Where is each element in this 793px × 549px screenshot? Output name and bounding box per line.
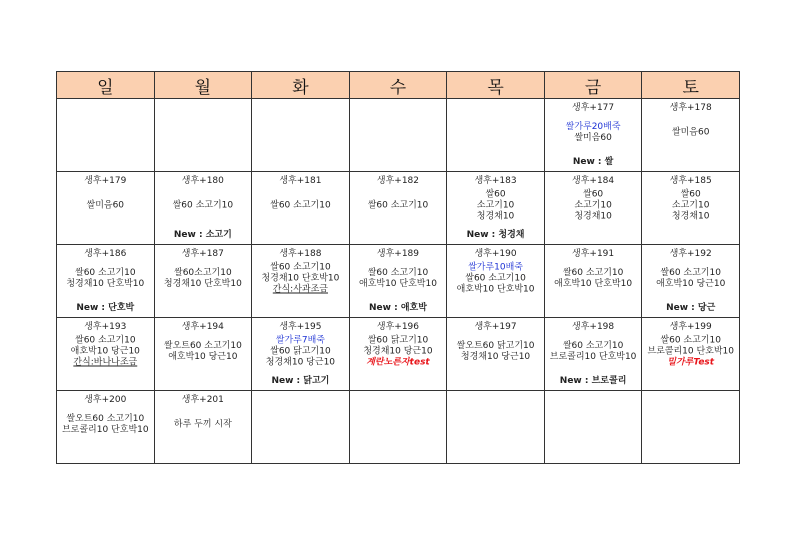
calendar-day-cell	[642, 172, 740, 245]
empty-calendar-cell	[642, 391, 740, 464]
meal-calendar-table	[56, 71, 740, 464]
day-content	[447, 172, 544, 244]
meal-line: 청경채10 당근10	[460, 352, 531, 362]
meal-line: 애호박10 당근10	[70, 346, 140, 357]
meal-line: 하루 두끼 시작	[173, 419, 232, 430]
calendar-week-row	[57, 172, 740, 245]
empty-calendar-cell	[57, 99, 155, 172]
day-label: 생후+182	[376, 176, 420, 186]
meal-list	[642, 190, 739, 223]
meal-line: 소고기10	[574, 200, 612, 211]
new-food-label: New : 소고기	[173, 230, 232, 240]
day-content	[447, 318, 544, 390]
meal-line: 쌀60 소고기10	[660, 268, 721, 278]
new-food-label: New : 청경채	[466, 230, 525, 240]
day-content	[155, 172, 252, 244]
meal-line: 쌀60	[680, 189, 701, 200]
day-content	[155, 318, 252, 390]
day-label: 생후+186	[84, 249, 127, 259]
calendar-day-cell	[57, 172, 155, 245]
weekday-header: 화	[252, 72, 350, 99]
calendar-day-cell	[57, 318, 155, 391]
meal-list	[57, 268, 154, 290]
empty-calendar-cell	[252, 99, 350, 172]
meal-line: 소고기10	[476, 200, 515, 211]
meal-line: 청경채10	[574, 211, 612, 222]
meal-list	[252, 201, 349, 212]
meal-line: 애호박10 단호박10	[554, 279, 633, 289]
day-label: 생후+180	[181, 176, 224, 186]
meal-line: 쌀60 소고기10	[562, 341, 624, 351]
meal-list	[545, 341, 642, 363]
day-content	[350, 245, 447, 317]
empty-calendar-cell	[447, 391, 545, 464]
meal-list	[545, 268, 642, 290]
empty-calendar-cell	[447, 99, 545, 172]
meal-line: 쌀60 소고기10	[270, 262, 331, 273]
new-food-label: New : 단호박	[76, 303, 135, 313]
meal-list	[57, 201, 154, 212]
weekday-header: 수	[349, 72, 447, 99]
meal-list	[57, 336, 154, 369]
calendar-week-row	[57, 99, 740, 172]
day-content	[57, 391, 154, 463]
meal-line: 쌀미음60	[671, 127, 710, 138]
calendar-week-row	[57, 391, 740, 464]
calendar-day-cell	[252, 172, 350, 245]
meal-line: 쌀60	[583, 189, 604, 200]
calendar-week-row	[57, 318, 740, 391]
meal-list	[447, 190, 544, 223]
meal-list	[350, 268, 447, 290]
day-label: 생후+195	[279, 322, 322, 332]
day-content	[57, 245, 154, 317]
meal-list	[545, 122, 642, 144]
day-label: 생후+179	[84, 176, 127, 186]
empty-calendar-cell	[349, 99, 447, 172]
meal-line: 쌀미음60	[86, 200, 125, 211]
meal-line: 소고기10	[671, 200, 710, 211]
meal-line: 청경채10	[476, 211, 515, 222]
meal-line: 애호박10 단호박10	[359, 279, 437, 289]
day-label: 생후+200	[84, 395, 127, 405]
meal-line: 쌀60 소고기10	[75, 335, 136, 346]
meal-line: 쌀오트60 닭고기10	[456, 341, 535, 351]
meal-line: 브로콜리10 단호박10	[549, 352, 637, 362]
calendar-day-cell	[544, 318, 642, 391]
day-content	[57, 172, 154, 244]
meal-line: 쌀오트60 소고기10	[66, 414, 145, 424]
day-content	[545, 245, 642, 317]
new-food-label: New : 브로콜리	[559, 376, 627, 386]
calendar-day-cell	[252, 318, 350, 391]
meal-line: 청경채10 당근10	[363, 346, 433, 357]
calendar-body	[57, 99, 740, 464]
meal-line: 쌀60 소고기10	[172, 200, 234, 211]
meal-list	[155, 268, 252, 290]
day-content	[252, 172, 349, 244]
day-label: 생후+194	[181, 322, 224, 332]
day-content	[642, 245, 739, 317]
day-label: 생후+187	[181, 249, 224, 259]
meal-line: 쌀미음60	[574, 133, 612, 143]
day-label: 생후+198	[572, 322, 615, 332]
meal-line: 쌀60 소고기10	[660, 335, 721, 346]
day-content	[155, 391, 252, 463]
meal-list	[447, 263, 544, 296]
calendar-day-cell	[642, 99, 740, 172]
meal-line: 쌀가루7배죽	[275, 335, 325, 346]
meal-line: 애호박10 당근10	[168, 352, 238, 362]
day-label: 생후+177	[572, 103, 615, 113]
calendar-day-cell	[544, 245, 642, 318]
meal-line: 쌀오트60 소고기10	[163, 341, 242, 351]
meal-line: 브로콜리10 단호박10	[61, 425, 149, 435]
weekday-header: 월	[154, 72, 252, 99]
day-content	[252, 245, 349, 317]
weekday-header: 토	[642, 72, 740, 99]
meal-list	[642, 268, 739, 290]
new-food-label: New : 닭고기	[271, 376, 330, 386]
day-label: 생후+183	[474, 176, 517, 186]
calendar-day-cell	[349, 318, 447, 391]
day-label: 생후+184	[572, 176, 615, 186]
weekday-header-row	[57, 72, 740, 99]
calendar-day-cell	[349, 245, 447, 318]
meal-line: 쌀60 소고기10	[465, 273, 526, 284]
calendar-day-cell	[642, 318, 740, 391]
day-label: 생후+190	[474, 249, 517, 259]
meal-line: 쌀60 소고기10	[75, 268, 136, 278]
calendar-day-cell	[154, 172, 252, 245]
meal-list	[447, 341, 544, 363]
meal-list	[252, 263, 349, 296]
empty-calendar-cell	[154, 99, 252, 172]
day-label: 생후+193	[84, 322, 127, 332]
weekday-header: 목	[447, 72, 545, 99]
meal-list	[642, 336, 739, 369]
meal-line: 쌀60 소고기10	[270, 200, 331, 211]
meal-line: 청경채10 단호박10	[66, 279, 145, 289]
allergy-test-line: 밀가루Test	[667, 357, 715, 368]
day-content	[447, 245, 544, 317]
calendar-day-cell	[544, 172, 642, 245]
meal-line: 청경채10	[671, 211, 710, 222]
meal-line: 청경채10 당근10	[265, 357, 336, 368]
meal-list	[350, 201, 447, 212]
meal-line: 청경채10 단호박10	[261, 273, 340, 284]
meal-list	[642, 128, 739, 139]
snack-line: 간식:사과조금	[272, 284, 328, 295]
meal-list	[252, 336, 349, 369]
day-label: 생후+201	[181, 395, 224, 405]
day-content	[350, 318, 447, 390]
meal-list	[155, 420, 252, 431]
new-food-label: New : 쌀	[572, 157, 614, 167]
meal-line: 쌀60 닭고기10	[367, 335, 429, 346]
day-label: 생후+192	[669, 249, 712, 259]
new-food-label: New : 당근	[666, 303, 716, 313]
calendar-day-cell	[252, 245, 350, 318]
new-food-label: New : 애호박	[369, 303, 427, 313]
calendar-day-cell	[642, 245, 740, 318]
day-content	[642, 99, 739, 171]
day-label: 생후+189	[376, 249, 420, 259]
meal-line: 쌀60 소고기10	[562, 268, 624, 278]
weekday-header: 금	[544, 72, 642, 99]
day-label: 생후+199	[669, 322, 712, 332]
day-content	[545, 99, 642, 171]
weekday-header: 일	[57, 72, 155, 99]
empty-calendar-cell	[252, 391, 350, 464]
day-label: 생후+196	[376, 322, 420, 332]
meal-line: 애호박10 당근10	[656, 279, 726, 289]
calendar-day-cell	[57, 245, 155, 318]
calendar-day-cell	[57, 391, 155, 464]
calendar-week-row	[57, 245, 740, 318]
meal-line: 쌀60 소고기10	[367, 268, 429, 278]
calendar-day-cell	[349, 172, 447, 245]
meal-line: 브로콜리10 단호박10	[647, 346, 734, 357]
meal-list	[57, 414, 154, 436]
day-label: 생후+178	[669, 103, 712, 113]
meal-line: 쌀가루20배죽	[565, 122, 621, 132]
meal-line: 청경채10 단호박10	[163, 279, 242, 289]
day-content	[155, 245, 252, 317]
calendar-day-cell	[447, 318, 545, 391]
meal-line: 애호박10 단호박10	[456, 284, 535, 295]
day-label: 생후+197	[474, 322, 517, 332]
meal-line: 쌀60	[485, 189, 506, 200]
meal-line: 쌀60 닭고기10	[270, 346, 331, 357]
meal-list	[545, 190, 642, 223]
day-content	[642, 172, 739, 244]
calendar-day-cell	[447, 172, 545, 245]
day-content	[545, 318, 642, 390]
calendar-day-cell	[154, 245, 252, 318]
meal-line: 쌀60소고기10	[174, 268, 232, 278]
meal-list	[155, 341, 252, 363]
day-content	[545, 172, 642, 244]
meal-list	[350, 336, 447, 369]
meal-line: 쌀60 소고기10	[367, 200, 429, 211]
day-content	[642, 318, 739, 390]
calendar-day-cell	[544, 99, 642, 172]
meal-list	[155, 201, 252, 212]
calendar-day-cell	[154, 318, 252, 391]
day-content	[350, 172, 447, 244]
meal-line: 쌀가루10배죽	[468, 262, 523, 273]
day-label: 생후+188	[279, 249, 322, 259]
day-label: 생후+185	[669, 176, 712, 186]
day-content	[57, 318, 154, 390]
snack-line: 간식:바나나조금	[73, 357, 138, 368]
calendar-day-cell	[447, 245, 545, 318]
day-label: 생후+181	[279, 176, 322, 186]
empty-calendar-cell	[349, 391, 447, 464]
day-label: 생후+191	[572, 249, 615, 259]
calendar-day-cell	[154, 391, 252, 464]
day-content	[252, 318, 349, 390]
allergy-test-line: 계란노른자test	[366, 357, 430, 368]
empty-calendar-cell	[544, 391, 642, 464]
